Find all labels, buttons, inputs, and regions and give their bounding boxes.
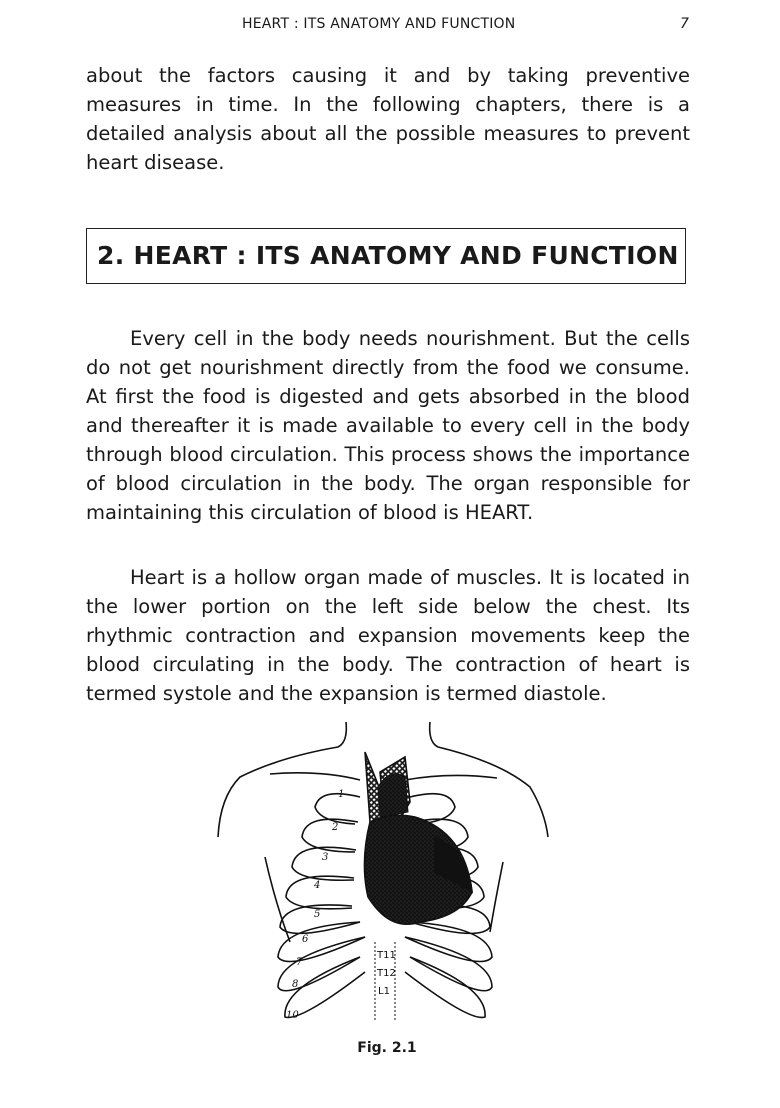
torso-right <box>490 862 503 932</box>
chapter-heading: 2. HEART : ITS ANATOMY AND FUNCTION <box>97 241 679 270</box>
rib-label-8: 8 <box>292 979 299 990</box>
rib-label-5: 5 <box>314 909 321 920</box>
figure-caption-wrap <box>0 1040 780 1056</box>
figure-caption: Fig. 2.1 <box>357 1040 417 1056</box>
page-number: 7 <box>680 16 689 32</box>
clavicle-left <box>270 773 360 780</box>
rib-label-1: 1 <box>338 789 345 800</box>
clavicle-right <box>405 775 497 780</box>
ribcage-heart-illustration <box>210 712 560 1032</box>
running-head-title: HEART : ITS ANATOMY AND FUNCTION <box>242 16 516 32</box>
paragraph-cells-nourishment: Every cell in the body needs nourishment. But the cells do not get nourishment directly from the food we consume. At first the food is digested and gets absorbed in the blood and thereafter it is made available to every cell in the body through blood circulation. This process shows the importance of blood circulation in the body. The organ responsible for maintaining this circulation of blood is HEART. <box>86 327 690 524</box>
rib-label-4: 4 <box>314 880 321 891</box>
rib-label-6: 6 <box>302 934 309 945</box>
paragraph-heart-description: Heart is a hollow organ made of muscles. It is located in the lower portion on the left side below the chest. Its rhythmic contraction and expansion movements keep the blood circulating in the body. The contraction of heart is termed systole and the expansion is termed diastole. <box>86 566 690 705</box>
rib-label-10: 10 <box>286 1010 299 1021</box>
rib-label-3: 3 <box>322 852 329 863</box>
vertebra-label-l1: L1 <box>378 986 390 997</box>
torso-left <box>265 857 290 942</box>
vertebra-label-t11: T11 <box>377 950 396 961</box>
aorta <box>378 774 408 817</box>
rib-label-2: 2 <box>332 822 339 833</box>
chapter-heading-box <box>86 228 686 284</box>
vertebra-label-t12: T12 <box>377 968 396 979</box>
rib-label-7: 7 <box>296 957 303 968</box>
paragraph-continued: about the factors causing it and by taking preventive measures in time. In the following chapters, there is a detailed analysis about all the possible measures to prevent heart disease. <box>86 64 690 174</box>
